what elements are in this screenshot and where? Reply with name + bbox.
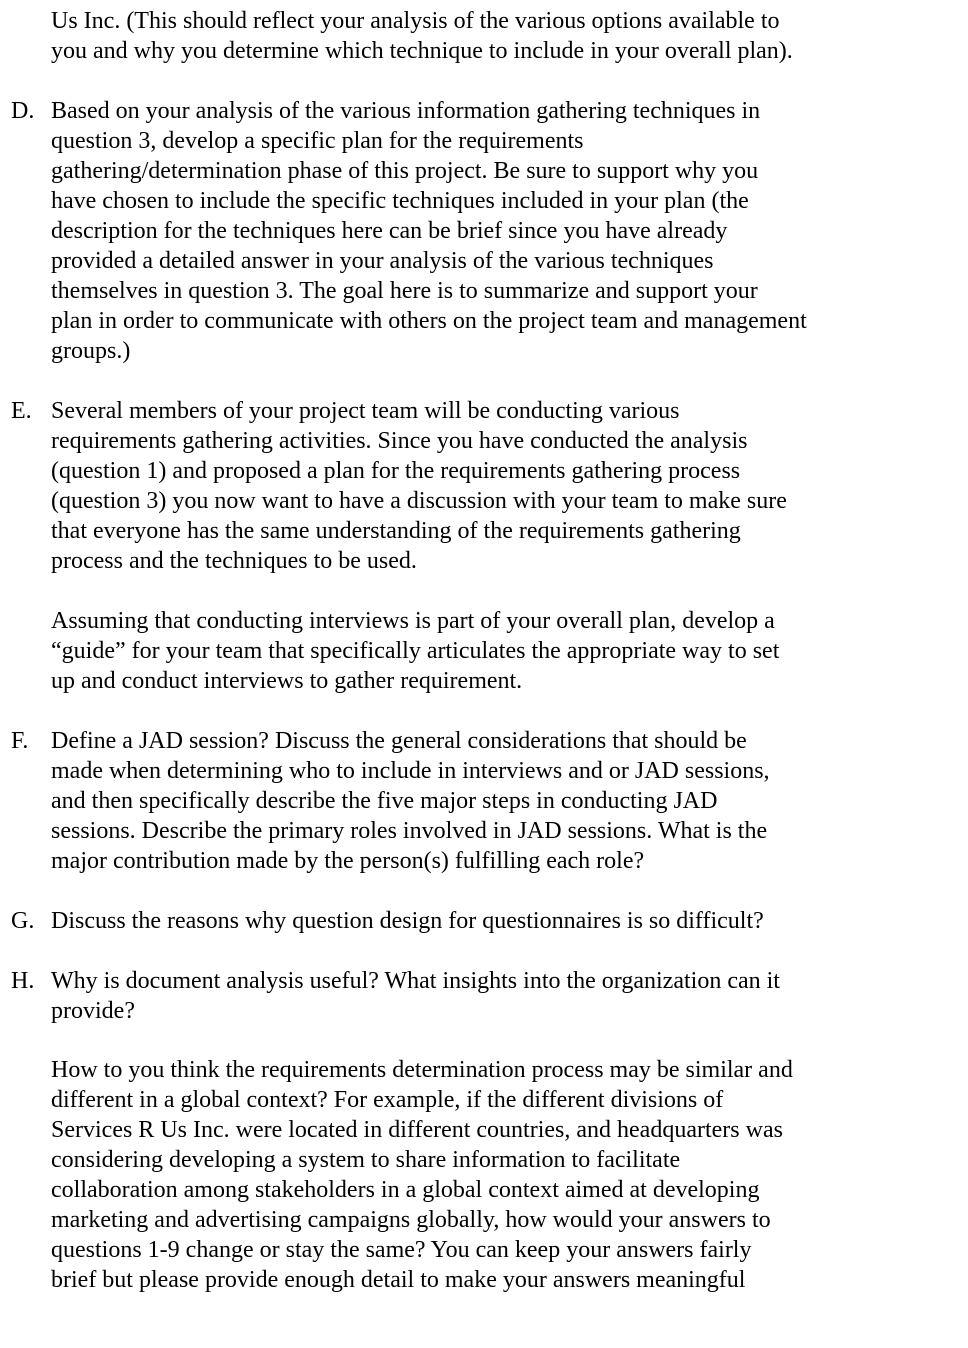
text-line: groups.) [51, 338, 131, 364]
text-line: Us Inc. (This should reflect your analysis of the various options available to [51, 8, 780, 34]
text-line: Services R Us Inc. were located in different countries, and headquarters was [51, 1117, 783, 1143]
text-line: (question 1) and proposed a plan for the requirements gathering process [51, 458, 741, 484]
text-line: sessions. Describe the primary roles involved in JAD sessions. What is the [51, 818, 768, 844]
text-line: process and the techniques to be used. [51, 548, 417, 574]
item-marker: F. [11, 728, 29, 754]
text-line: How to you think the requirements determination process may be similar and [51, 1057, 793, 1083]
text-line: that everyone has the same understanding of the requirements gathering [51, 518, 741, 544]
item-marker: E. [11, 398, 32, 424]
text-line: made when determining who to include in interviews and or JAD sessions, [51, 758, 770, 784]
text-line: themselves in question 3. The goal here is to summarize and support your [51, 278, 758, 304]
text-line: Discuss the reasons why question design for questionnaires is so difficult? [51, 908, 764, 934]
item-marker: H. [11, 968, 35, 994]
text-line: collaboration among stakeholders in a global context aimed at developing [51, 1177, 760, 1203]
text-line: have chosen to include the specific techniques included in your plan (the [51, 188, 749, 214]
text-line: requirements gathering activities. Since you have conducted the analysis [51, 428, 748, 454]
text-line: Several members of your project team will be conducting various [51, 398, 680, 424]
text-line: marketing and advertising campaigns globally, how would your answers to [51, 1207, 771, 1233]
text-line: questions 1-9 change or stay the same? You can keep your answers fairly [51, 1237, 752, 1263]
text-line: major contribution made by the person(s) fulfilling each role? [51, 848, 645, 874]
text-line: question 3, develop a specific plan for the requirements [51, 128, 584, 154]
text-line: up and conduct interviews to gather requirement. [51, 668, 523, 694]
item-marker: D. [11, 98, 35, 124]
text-line: description for the techniques here can be brief since you have already [51, 218, 728, 244]
text-line: and then specifically describe the five major steps in conducting JAD [51, 788, 718, 814]
text-line: Why is document analysis useful? What insights into the organization can it [51, 968, 780, 994]
text-line: (question 3) you now want to have a discussion with your team to make sure [51, 488, 787, 514]
text-line: plan in order to communicate with others on the project team and management [51, 308, 807, 334]
text-line: Define a JAD session? Discuss the general considerations that should be [51, 728, 747, 754]
text-line: provide? [51, 998, 135, 1024]
text-line: Based on your analysis of the various information gathering techniques in [51, 98, 761, 124]
text-line: Assuming that conducting interviews is part of your overall plan, develop a [51, 608, 775, 634]
text-line: “guide” for your team that specifically articulates the appropriate way to set [51, 638, 780, 664]
text-line: gathering/determination phase of this project. Be sure to support why you [51, 158, 759, 184]
text-line: different in a global context? For example, if the different divisions of [51, 1087, 724, 1113]
text-line: considering developing a system to share information to facilitate [51, 1147, 681, 1173]
text-line: you and why you determine which technique to include in your overall plan). [51, 38, 793, 64]
text-line: brief but please provide enough detail to make your answers meaningful [51, 1267, 746, 1293]
text-line: provided a detailed answer in your analysis of the various techniques [51, 248, 714, 274]
item-marker: G. [11, 908, 35, 934]
